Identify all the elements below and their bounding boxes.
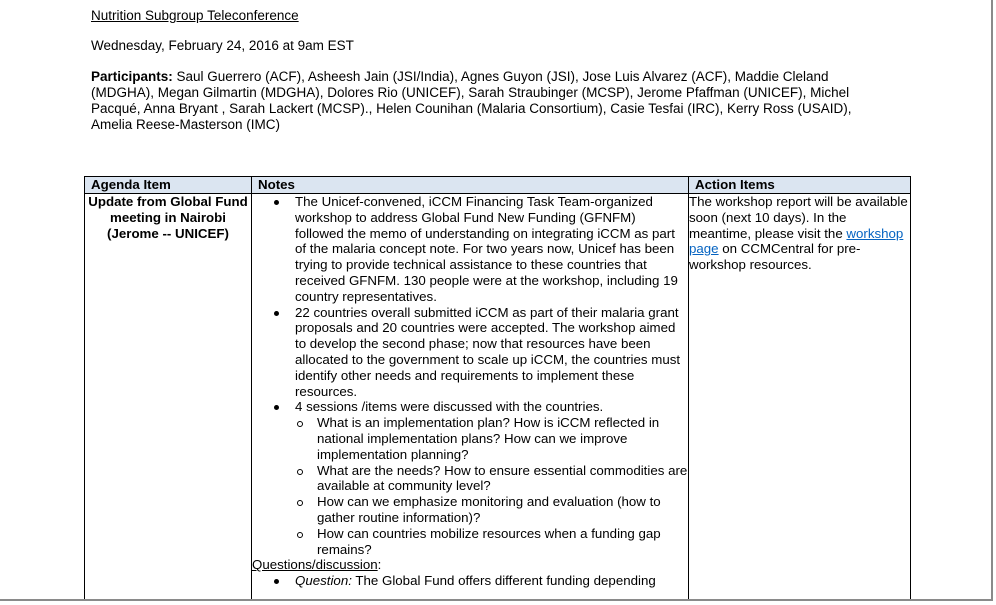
note-item: 22 countries overall submitted iCCM as part of their malaria grant proposals and 20 countries were accepted. The workshop aimed to develop the second phase; now that resources have been allocated to the government to scale up iCCM, the countries must identify other needs and requirements to implement these resources. (295, 305, 688, 400)
action-text-after: on CCMCentral for pre-workshop resources. (689, 241, 861, 273)
note-item-text: 4 sessions /items were discussed with the countries. (295, 399, 604, 415)
sub-note-item: How can countries mobilize resources when a funding gap remains? (317, 526, 688, 558)
action-text-before: The workshop report will be available soon (next 10 days). In the meantime, please visit the (689, 194, 908, 241)
participants-paragraph (91, 69, 891, 133)
questions-label: Questions/discussion (252, 557, 378, 573)
sub-notes-list (295, 415, 688, 557)
meeting-date: Wednesday, February 24, 2016 at 9am EST (91, 38, 354, 53)
agenda-table (84, 176, 911, 601)
action-items-cell (689, 194, 911, 602)
table-row (85, 194, 911, 602)
participants-list: Saul Guerrero (ACF), Asheesh Jain (JSI/India), Agnes Guyon (JSI), Jose Luis Alvarez (ACF), Maddie Cleland (MDGHA), Megan Gilmartin (MDGHA), Dolores Rio (UNICEF), Sarah Straubinger (MCSP), Jerome Pfaffman (UNICEF), Michel Pacqué, Anna Bryant , Sarah Lackert (MCSP)., Helen Counihan (Malaria Consortium), Casie Tesfai (IRC), Kerry Ross (USAID), Amelia Reese-Masterson (IMC) (91, 69, 852, 132)
note-item (295, 399, 688, 557)
table-header-row (85, 177, 911, 194)
agenda-item-cell: Update from Global Fund meeting in Nairobi (Jerome -- UNICEF) (85, 194, 252, 602)
question-label: Question: (295, 573, 352, 589)
questions-colon: : (377, 557, 382, 573)
workshop-page-link[interactable]: workshop page (689, 225, 904, 257)
questions-heading (252, 557, 688, 573)
sub-note-item: What is an implementation plan? How is iCCM reflected in national implementation plans? How can we improve implementation planning? (317, 415, 688, 462)
header-notes: Notes (252, 177, 689, 194)
sub-note-item: How can we emphasize monitoring and evaluation (how to gather routine information)? (317, 494, 688, 526)
notes-cell (252, 194, 689, 602)
header-action-items: Action Items (689, 177, 911, 194)
notes-list (252, 194, 688, 557)
sub-note-item: What are the needs? How to ensure essential commodities are available at community level? (317, 462, 688, 494)
header-agenda-item: Agenda Item (85, 177, 252, 194)
document-title: Nutrition Subgroup Teleconference (91, 8, 299, 23)
participants-label: Participants: (91, 69, 173, 84)
question-item (295, 573, 688, 589)
note-item: The Unicef-convened, iCCM Financing Task Team-organized workshop to address Global Fund New Funding (GFNFM) followed the memo of understanding on integrating iCCM as part of the malaria concept note. For two years now, Unicef has been trying to provide technical assistance to these countries that received GFNFM. 130 people were at the workshop, including 19 country representatives. (295, 194, 688, 305)
question-text: The Global Fund offers different funding depending (351, 573, 656, 589)
questions-list (252, 573, 688, 589)
